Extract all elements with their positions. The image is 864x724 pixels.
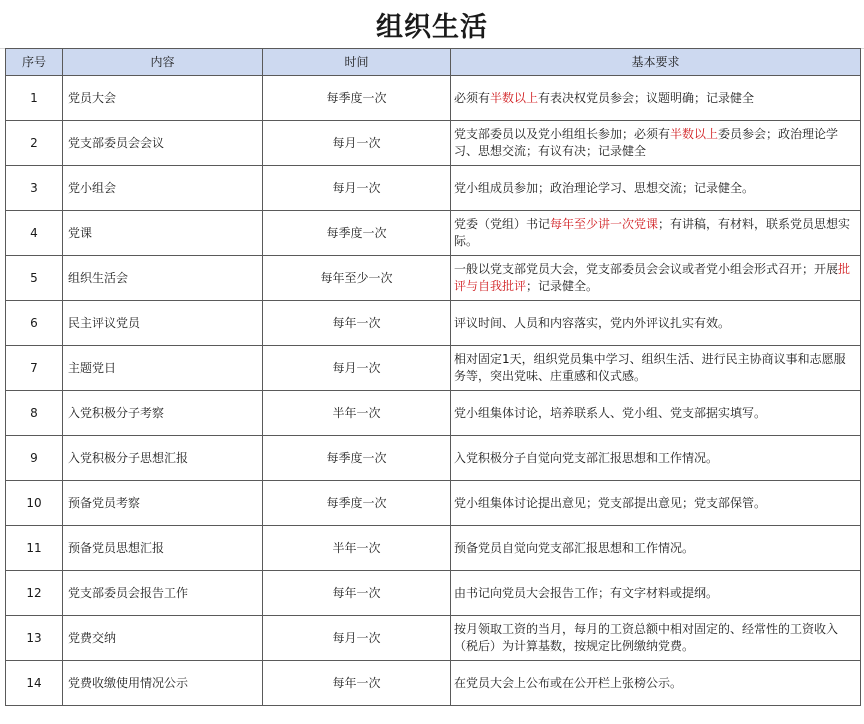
row-requirements-cell[interactable]: [451, 616, 861, 661]
requirement-text: 按月领取工资的当月，每月的工资总额中相对固定的、经常性的工资收入（税后）为计算基数，按规定比例缴纳党费。: [454, 622, 839, 653]
row-number-cell[interactable]: 3: [6, 166, 63, 211]
table-row: [6, 436, 861, 481]
row-time-cell[interactable]: 每年一次: [263, 571, 451, 616]
row-requirements-cell[interactable]: [451, 571, 861, 616]
requirement-text: 有表决权党员参会；议题明确；记录健全: [538, 90, 755, 105]
table-row: [6, 166, 861, 211]
row-requirements-cell[interactable]: [451, 481, 861, 526]
header-requirements: 基本要求: [451, 49, 861, 76]
row-content-cell[interactable]: 预备党员考察: [63, 481, 263, 526]
row-requirements-cell[interactable]: [451, 391, 861, 436]
row-number-cell[interactable]: 12: [6, 571, 63, 616]
row-content-cell[interactable]: 党支部委员会报告工作: [63, 571, 263, 616]
organization-life-table: [5, 48, 861, 706]
row-content-cell[interactable]: 组织生活会: [63, 256, 263, 301]
row-requirements-cell[interactable]: [451, 76, 861, 121]
table-row: [6, 76, 861, 121]
row-requirements-cell[interactable]: [451, 301, 861, 346]
page-title: 组织生活: [0, 0, 864, 49]
row-requirements-cell[interactable]: [451, 346, 861, 391]
requirement-text: 一般以党支部党员大会，党支部委员会会议或者党小组会形式召开；开展: [454, 262, 839, 276]
row-time-cell[interactable]: 每月一次: [263, 166, 451, 211]
row-number-cell[interactable]: 7: [6, 346, 63, 391]
table-row: [6, 526, 861, 571]
requirement-text: 入党积极分子自觉向党支部汇报思想和工作情况。: [454, 450, 719, 465]
requirement-text: 党支部委员以及党小组组长参加；必须有: [454, 127, 671, 141]
row-content-cell[interactable]: 党员大会: [63, 76, 263, 121]
row-requirements-cell[interactable]: [451, 256, 861, 301]
requirement-text: 党小组成员参加；政治理论学习、思想交流；记录健全。: [454, 180, 755, 195]
requirement-text: 党委（党组）书记: [454, 217, 551, 231]
row-number-cell[interactable]: 1: [6, 76, 63, 121]
requirement-text: 预备党员自觉向党支部汇报思想和工作情况。: [454, 540, 695, 555]
row-time-cell[interactable]: 每年一次: [263, 661, 451, 706]
row-content-cell[interactable]: 入党积极分子考察: [63, 391, 263, 436]
requirement-text: 由书记向党员大会报告工作；有文字材料或提纲。: [454, 585, 719, 600]
row-content-cell[interactable]: 入党积极分子思想汇报: [63, 436, 263, 481]
requirement-text: 党小组集体讨论，培养联系人、党小组、党支部据实填写。: [454, 405, 767, 420]
row-requirements-cell[interactable]: [451, 526, 861, 571]
table-row: [6, 121, 861, 166]
table-row: [6, 256, 861, 301]
row-number-cell[interactable]: 11: [6, 526, 63, 571]
row-time-cell[interactable]: 每季度一次: [263, 76, 451, 121]
header-time: 时间: [263, 49, 451, 76]
row-number-cell[interactable]: 4: [6, 211, 63, 256]
row-requirements-cell[interactable]: [451, 121, 861, 166]
row-time-cell[interactable]: 每季度一次: [263, 481, 451, 526]
row-content-cell[interactable]: 主题党日: [63, 346, 263, 391]
highlighted-text: 半数以上: [670, 127, 719, 141]
row-content-cell[interactable]: 党课: [63, 211, 263, 256]
row-time-cell[interactable]: 半年一次: [263, 391, 451, 436]
requirement-text: 评议时间、人员和内容落实，党内外评议扎实有效。: [454, 315, 731, 330]
row-requirements-cell[interactable]: [451, 166, 861, 211]
table-row: [6, 211, 861, 256]
highlighted-text: 批评与自我批评: [454, 262, 851, 293]
table-row: [6, 661, 861, 706]
table-row: [6, 481, 861, 526]
row-time-cell[interactable]: 每年至少一次: [263, 256, 451, 301]
requirement-text: 党小组集体讨论提出意见；党支部提出意见；党支部保管。: [454, 495, 767, 510]
highlighted-text: 每年至少讲一次党课: [550, 217, 659, 231]
row-time-cell[interactable]: 半年一次: [263, 526, 451, 571]
row-number-cell[interactable]: 5: [6, 256, 63, 301]
header-content: 内容: [63, 49, 263, 76]
table-row: [6, 616, 861, 661]
row-number-cell[interactable]: 2: [6, 121, 63, 166]
row-content-cell[interactable]: 党费收缴使用情况公示: [63, 661, 263, 706]
table-row: [6, 391, 861, 436]
requirement-text: 在党员大会上公布或在公开栏上张榜公示。: [454, 675, 683, 690]
row-content-cell[interactable]: 民主评议党员: [63, 301, 263, 346]
requirement-text: ；有讲稿，有材料，联系党员思想实际。: [454, 217, 851, 248]
highlighted-text: 半数以上: [490, 90, 539, 105]
row-number-cell[interactable]: 8: [6, 391, 63, 436]
row-time-cell[interactable]: 每季度一次: [263, 436, 451, 481]
requirement-text: ；记录健全。: [526, 279, 599, 293]
table-row: [6, 346, 861, 391]
row-number-cell[interactable]: 14: [6, 661, 63, 706]
requirement-text: 委员参会；政治理论学习、思想交流；有议有决；记录健全: [454, 127, 839, 158]
row-time-cell[interactable]: 每月一次: [263, 346, 451, 391]
header-no: 序号: [6, 49, 63, 76]
row-content-cell[interactable]: 预备党员思想汇报: [63, 526, 263, 571]
header-row: [6, 49, 861, 76]
requirement-text: 相对固定1天，组织党员集中学习、组织生活、进行民主协商议事和志愿服务等，突出党味、庄重感和仪式感。: [454, 352, 846, 383]
row-content-cell[interactable]: 党支部委员会会议: [63, 121, 263, 166]
row-number-cell[interactable]: 13: [6, 616, 63, 661]
row-time-cell[interactable]: 每年一次: [263, 301, 451, 346]
requirement-text: 必须有: [454, 90, 491, 105]
row-time-cell[interactable]: 每月一次: [263, 616, 451, 661]
row-requirements-cell[interactable]: [451, 661, 861, 706]
table-row: [6, 301, 861, 346]
row-time-cell[interactable]: 每季度一次: [263, 211, 451, 256]
row-content-cell[interactable]: 党费交纳: [63, 616, 263, 661]
row-requirements-cell[interactable]: [451, 436, 861, 481]
row-requirements-cell[interactable]: [451, 211, 861, 256]
row-number-cell[interactable]: 9: [6, 436, 63, 481]
row-time-cell[interactable]: 每月一次: [263, 121, 451, 166]
table-row: [6, 571, 861, 616]
row-number-cell[interactable]: 10: [6, 481, 63, 526]
row-content-cell[interactable]: 党小组会: [63, 166, 263, 211]
row-number-cell[interactable]: 6: [6, 301, 63, 346]
